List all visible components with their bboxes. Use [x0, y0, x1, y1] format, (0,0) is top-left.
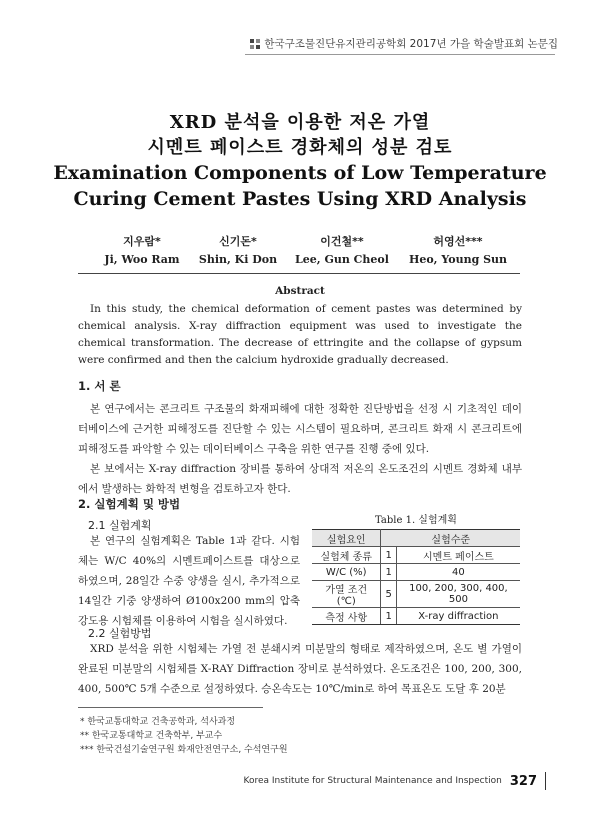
- footnote-2: ** 한국교통대학교 건축학부, 부교수: [80, 731, 223, 741]
- table-cell: X-ray diffraction: [396, 608, 520, 625]
- table-cell: 시멘트 페이스트: [396, 547, 520, 564]
- author: [282, 233, 402, 266]
- table-cell: 가열 조건 (℃): [312, 581, 381, 608]
- header-rule: [245, 54, 555, 55]
- table-header-cell: 실험수준: [381, 530, 520, 547]
- author-name-en: Shin, Ki Don: [198, 253, 278, 266]
- title-korean-line2: 시멘트 페이스트 경화체의 성분 검토: [147, 137, 453, 158]
- author-name-en: Heo, Young Sun: [408, 253, 508, 266]
- footnote-1: * 한국교통대학교 건축공학과, 석사과정: [80, 717, 236, 727]
- method-paragraph: XRD 분석을 위한 시험체는 가열 전 분쇄시켜 미분말의 형태로 제작하였으며, 온도 별 가열이 완료된 미분말의 시험체를 X-RAY Diffraction 장비로 분석하였다. 온도조건은 100, 200, 300, 400, 500℃ 5개 수준으로 설정하였다. 승온속도는 10℃/min로 하여 목표온도 도달 후 20분: [78, 643, 522, 695]
- plan-paragraph: 본 연구의 실험계획은 Table 1과 같다. 시험체는 W/C 40%의 시멘트페이스트를 대상으로 하였으며, 28일간 수중 양생을 실시, 추가적으로 14일간 기중 양생하여 Ø100x200 mm의 압축강도용 시험체를 이용하여 시험을 실시하였다.: [78, 535, 300, 627]
- subsection-title-method: 2.2 실험방법: [88, 627, 152, 640]
- table-cell: 1: [381, 608, 396, 625]
- title-english-line2: Curing Cement Pastes Using XRD Analysis: [73, 188, 527, 210]
- abstract-heading: Abstract: [275, 285, 325, 297]
- table-header-row: [312, 530, 520, 547]
- table-cell: 측정 사항: [312, 608, 381, 625]
- experiment-plan-table: [312, 529, 520, 625]
- intro-paragraph-2: 본 보에서는 X-ray diffraction 장비를 통하여 상대적 저온의 온도조건의 시멘트 경화체 내부에서 발생하는 화학적 변형을 검토하고자 한다.: [78, 463, 522, 495]
- table-row: [312, 608, 520, 625]
- page-number: 327: [509, 773, 537, 789]
- author-rule: [78, 273, 520, 274]
- header-ornament-icon: [250, 39, 260, 49]
- title-korean-line1: XRD 분석을 이용한 저온 가열: [169, 112, 431, 133]
- subsection-title-plan: 2.1 실험계획: [88, 519, 152, 532]
- table-cell: 실험체 종류: [312, 547, 381, 564]
- author: [178, 233, 298, 266]
- table-cell: 5: [381, 581, 396, 608]
- journal-name: 한국구조물진단유지관리공학회 2017년 가을 학술발표회 논문집: [264, 38, 558, 50]
- page-number-bar: [545, 772, 546, 790]
- table-cell: 1: [381, 547, 396, 564]
- abstract-text: In this study, the chemical deformation of cement pastes was determined by chemical analysis. X-ray diffraction equipment was used to investigate the chemical transformation. The decrease of ettringite and the collapse of gypsum were confirmed and then the calcium hydroxide gradually decreased.: [78, 303, 522, 366]
- table-cell: 40: [396, 564, 520, 581]
- title-english-line1: Examination Components of Low Temperature: [53, 162, 547, 184]
- footnote-rule: [78, 707, 263, 708]
- section-title-intro: 1. 서 론: [78, 379, 121, 393]
- author-name-ko: 신기돈*: [219, 235, 257, 248]
- author-name-ko: 이건철**: [320, 235, 364, 248]
- table-cell: 1: [381, 564, 396, 581]
- page-footer: [244, 772, 547, 790]
- footnote-3: *** 한국건설기술연구원 화재안전연구소, 수석연구원: [80, 745, 288, 755]
- table-cell: W/C (%): [312, 564, 381, 581]
- section-title-experiment: 2. 실험계획 및 방법: [78, 497, 181, 511]
- author-name-en: Ji, Woo Ram: [104, 253, 180, 266]
- author: [398, 233, 518, 266]
- table-row: [312, 581, 520, 608]
- author-name-ko: 지우람*: [123, 235, 161, 248]
- author-name-ko: 허영선***: [433, 235, 483, 248]
- table-row: [312, 564, 520, 581]
- footer-institute: Korea Institute for Structural Maintenance and Inspection: [243, 776, 502, 786]
- table-caption: Table 1. 실험계획: [375, 515, 457, 526]
- table-row: [312, 547, 520, 564]
- table-cell: 100, 200, 300, 400, 500: [396, 581, 520, 608]
- running-header: [250, 36, 558, 51]
- author-name-en: Lee, Gun Cheol: [295, 253, 389, 266]
- intro-paragraph-1: 본 연구에서는 콘크리트 구조물의 화재피해에 대한 정확한 진단방법을 선정 시 기초적인 데이터베이스에 근거한 피해정도를 진단할 수 있는 시스템이 필요하며, 콘크리트 화재 시 콘크리트에 피해정도를 파악할 수 있는 데이터베이스 구축을 위한 연구를 진행 중에 있다.: [78, 403, 522, 455]
- table-header-cell: 실험요인: [312, 530, 381, 547]
